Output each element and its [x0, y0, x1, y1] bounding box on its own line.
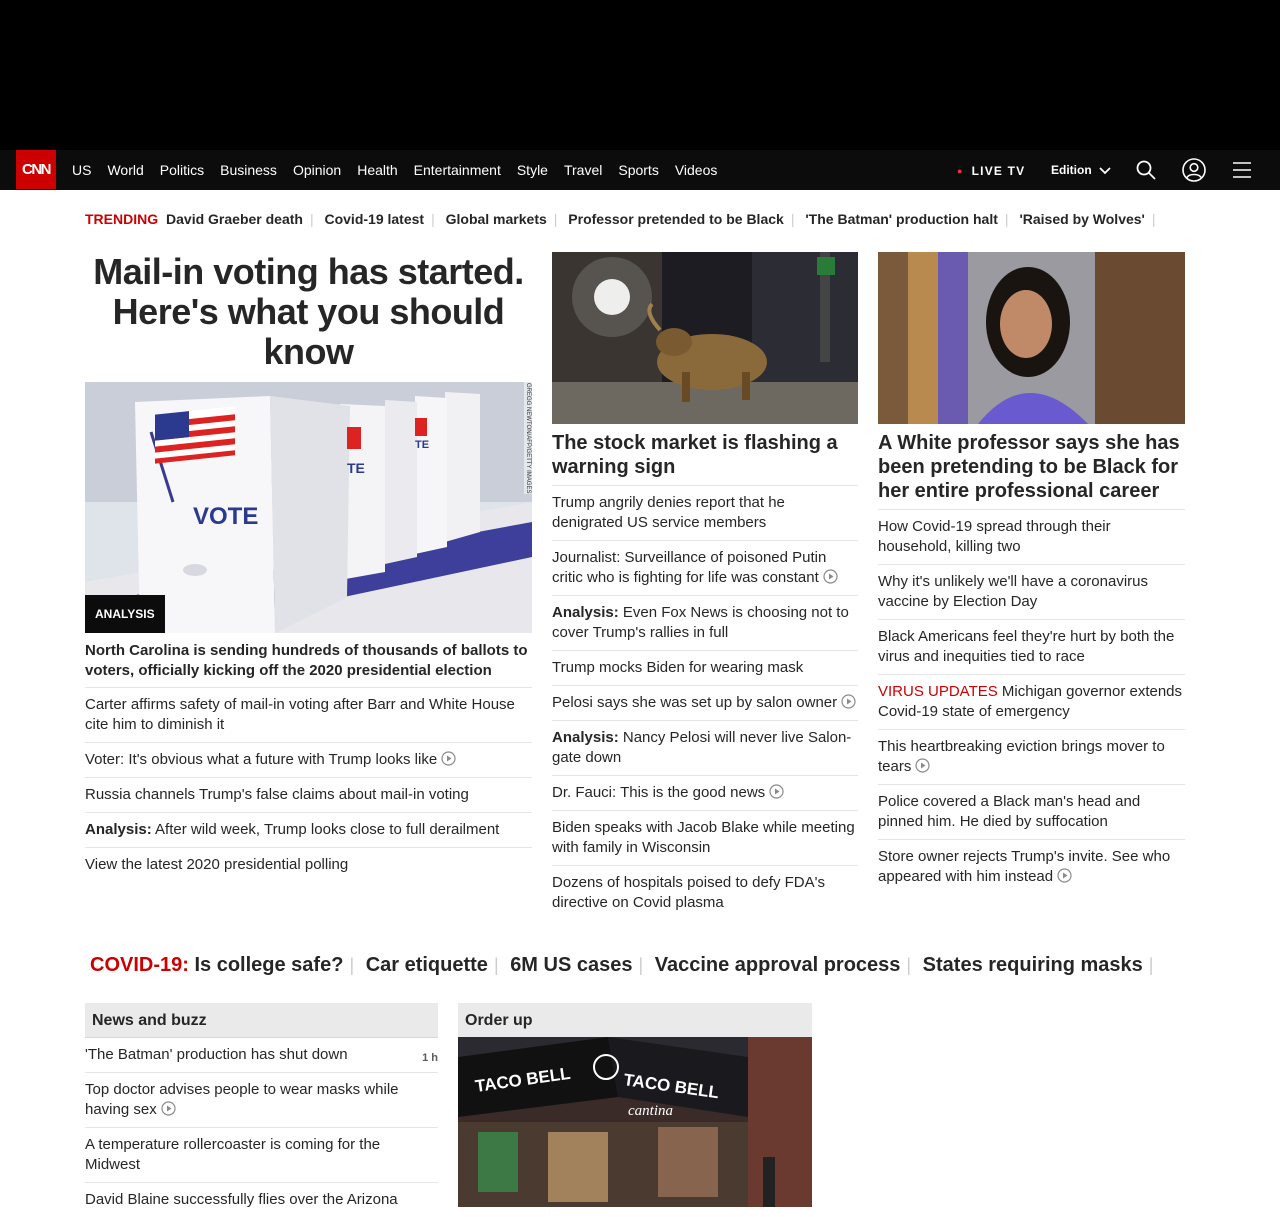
voting-booth-image[interactable]: [85, 382, 532, 633]
professor-column: [878, 252, 1185, 894]
item-text: Why it's unlikely we'll have a coronavirus vaccine by Election Day: [878, 573, 1148, 610]
nav-link-health[interactable]: Health: [357, 162, 398, 178]
trending-item[interactable]: David Graeber death: [166, 211, 303, 227]
separator: |: [1151, 211, 1156, 227]
item-prefix: Analysis:: [85, 821, 152, 838]
item-text: Russia channels Trump's false claims about mail-in voting: [85, 786, 469, 803]
virus-updates-label: VIRUS UPDATES: [878, 683, 998, 700]
news-buzz-list: [85, 1038, 438, 1217]
timestamp: 1 h: [422, 1052, 438, 1064]
chevron-down-icon: [1099, 164, 1111, 176]
trending-label: TRENDING: [85, 211, 159, 227]
item-text: Police covered a Black man's head and pinned him. He died by suffocation: [878, 793, 1141, 830]
video-play-icon: [161, 1101, 176, 1116]
item-text: Biden speaks with Jacob Blake while meeting with family in Wisconsin: [552, 819, 855, 856]
separator: |: [1148, 955, 1154, 975]
separator: |: [431, 211, 435, 227]
section-heading: Order up: [458, 1003, 812, 1037]
professor-photo-illustration: [878, 252, 1185, 424]
search-icon[interactable]: [1134, 158, 1158, 182]
item-text: Even Fox News is choosing not to cover Trump's rallies in full: [552, 604, 849, 641]
trending-item[interactable]: 'Raised by Wolves': [1019, 211, 1145, 227]
item-prefix: Analysis:: [552, 604, 619, 621]
covid-topic-link[interactable]: Is college safe?: [194, 954, 344, 976]
image-credit: GREGG NEWTON/AFP/GETTY IMAGES: [525, 383, 531, 494]
taco-bell-sign-right: TACO BELL: [622, 1070, 721, 1103]
list-item[interactable]: [85, 1183, 438, 1217]
menu-icon[interactable]: [1230, 158, 1254, 182]
separator: |: [309, 211, 314, 227]
item-text: Trump angrily denies report that he denigrated US service members: [552, 494, 785, 531]
hero-headline[interactable]: Mail-in voting has started. Here's what you should know: [93, 251, 524, 372]
list-item[interactable]: [878, 510, 1185, 565]
nav-link-videos[interactable]: Videos: [674, 162, 718, 178]
charging-bull-image[interactable]: [552, 252, 858, 424]
item-text: Dr. Fauci: This is the good news: [552, 784, 766, 801]
nav-link-entertainment[interactable]: Entertainment: [413, 162, 501, 178]
item-text: Trump mocks Biden for wearing mask: [552, 659, 804, 676]
nav-link-opinion[interactable]: Opinion: [292, 162, 342, 178]
nav-link-sports[interactable]: Sports: [618, 162, 659, 178]
covid-label: COVID-19:: [90, 954, 189, 976]
item-text: 'The Batman' production has shut down: [85, 1046, 348, 1063]
ad-banner: [0, 0, 1280, 150]
edition-dropdown[interactable]: [1051, 163, 1111, 177]
trending-bar: [85, 211, 1185, 227]
edition-label: Edition: [1051, 163, 1092, 177]
list-item[interactable]: [552, 811, 858, 866]
video-play-icon: [841, 694, 856, 709]
video-play-icon: [915, 758, 930, 773]
professor-image[interactable]: [878, 252, 1185, 424]
svg-text:TE: TE: [415, 439, 430, 451]
list-item[interactable]: [878, 730, 1185, 785]
covid-topic-link[interactable]: 6M US cases: [510, 954, 633, 976]
trending-item[interactable]: Covid-19 latest: [324, 211, 425, 227]
list-item[interactable]: [85, 813, 532, 848]
trending-item[interactable]: 'The Batman' production halt: [805, 211, 998, 227]
separator: |: [906, 955, 912, 975]
trending-item[interactable]: Professor pretended to be Black: [568, 211, 784, 227]
list-item[interactable]: [878, 785, 1185, 840]
taco-bell-photo-illustration: [458, 1037, 812, 1207]
video-play-icon: [823, 569, 838, 584]
analysis-badge: ANALYSIS: [85, 595, 165, 633]
item-text: This heartbreaking eviction brings mover to tears: [878, 738, 1165, 775]
item-text: How Covid-19 spread through their household, killing two: [878, 518, 1111, 555]
list-item[interactable]: [85, 1128, 438, 1183]
bull-photo-illustration: [552, 252, 858, 424]
lead-story-title[interactable]: North Carolina is sending hundreds of thousands of ballots to voters, officially kicking off the 2020 presidential election: [85, 633, 532, 688]
list-item[interactable]: [85, 1038, 438, 1073]
item-text: Michigan governor extends Covid-19 state of emergency: [878, 683, 1183, 720]
item-text: Top doctor advises people to wear masks while having sex: [85, 1081, 399, 1118]
top-nav: [0, 150, 1280, 190]
svg-text:TE: TE: [347, 460, 365, 476]
markets-column: [552, 252, 858, 920]
nav-links: [64, 150, 725, 190]
item-text: Carter affirms safety of mail-in voting after Barr and White House cite him to diminish it: [85, 696, 515, 733]
list-item[interactable]: [85, 1073, 438, 1128]
list-item[interactable]: [552, 776, 858, 811]
item-text: A temperature rollercoaster is coming for the Midwest: [85, 1136, 381, 1173]
separator: |: [790, 211, 795, 227]
nav-link-business[interactable]: Business: [220, 162, 277, 178]
nav-link-travel[interactable]: Travel: [563, 162, 603, 178]
live-tv-label: LIVE TV: [971, 164, 1026, 178]
item-text: David Blaine successfully flies over the Arizona: [85, 1191, 398, 1208]
covid-topic-link[interactable]: Car etiquette: [365, 954, 488, 976]
separator: |: [349, 955, 355, 975]
covid-topic-link[interactable]: Vaccine approval process: [654, 954, 901, 976]
list-item[interactable]: [878, 840, 1185, 894]
list-item[interactable]: [552, 866, 858, 920]
item-text: After wild week, Trump looks close to full derailment: [155, 821, 500, 838]
taco-bell-image[interactable]: [458, 1037, 812, 1207]
live-tv-button[interactable]: [957, 164, 1025, 178]
news-and-buzz-section: [85, 1003, 438, 1217]
list-item[interactable]: [552, 541, 858, 596]
professor-headline[interactable]: A White professor says she has been pretending to be Black for her entire professional career: [878, 424, 1185, 510]
separator: |: [1004, 211, 1009, 227]
list-item[interactable]: [878, 620, 1185, 675]
list-item[interactable]: [552, 686, 858, 721]
cnn-logo[interactable]: CNN: [16, 150, 56, 189]
stock-market-headline[interactable]: The stock market is flashing a warning sign: [552, 424, 858, 486]
list-item[interactable]: [85, 743, 532, 778]
item-text: Black Americans feel they're hurt by both the virus and inequities tied to race: [878, 628, 1175, 665]
item-text: View the latest 2020 presidential polling: [85, 856, 349, 873]
list-item[interactable]: [552, 721, 858, 776]
video-play-icon: [1057, 868, 1072, 883]
separator: |: [493, 955, 499, 975]
professor-story-list: [878, 510, 1185, 894]
taco-bell-sign-left: TACO BELL: [473, 1063, 572, 1096]
account-icon[interactable]: [1182, 158, 1206, 182]
item-text: Voter: It's obvious what a future with Trump looks like: [85, 751, 438, 768]
list-item[interactable]: [85, 848, 532, 882]
item-text: Store owner rejects Trump's invite. See who appeared with him instead: [878, 848, 1171, 885]
separator: |: [553, 211, 558, 227]
trending-item[interactable]: Global markets: [445, 211, 547, 227]
cantina-sign: cantina: [628, 1103, 673, 1119]
list-item[interactable]: [552, 486, 858, 541]
nav-link-politics[interactable]: Politics: [159, 162, 205, 178]
item-text: Dozens of hospitals poised to defy FDA's directive on Covid plasma: [552, 874, 826, 911]
nav-link-us[interactable]: US: [72, 162, 92, 178]
vote-sign-text: VOTE: [193, 503, 259, 530]
list-item[interactable]: [552, 596, 858, 651]
section-heading: News and buzz: [85, 1003, 438, 1038]
live-dot-icon: ●: [957, 166, 964, 176]
nav-link-style[interactable]: Style: [516, 162, 548, 178]
nav-link-world[interactable]: World: [107, 162, 144, 178]
item-text: Journalist: Surveillance of poisoned Putin critic who is fighting for life was constant: [552, 549, 827, 586]
list-item[interactable]: [552, 651, 858, 686]
lead-story-list: [85, 688, 532, 882]
item-text: Pelosi says she was set up by salon owner: [552, 694, 838, 711]
list-item[interactable]: [85, 778, 532, 813]
list-item[interactable]: [85, 688, 532, 743]
video-play-icon: [769, 784, 784, 799]
list-item[interactable]: [878, 565, 1185, 620]
lead-column: [85, 252, 532, 882]
video-play-icon: [441, 751, 456, 766]
covid-topic-link[interactable]: States requiring masks: [922, 954, 1143, 976]
separator: |: [638, 955, 644, 975]
order-up-section: [458, 1003, 812, 1207]
covid-topic-bar: [90, 954, 1159, 977]
item-prefix: Analysis:: [552, 729, 619, 746]
list-item[interactable]: [878, 675, 1185, 730]
markets-story-list: [552, 486, 858, 920]
item-text: Nancy Pelosi will never live Salon-gate down: [552, 729, 852, 766]
